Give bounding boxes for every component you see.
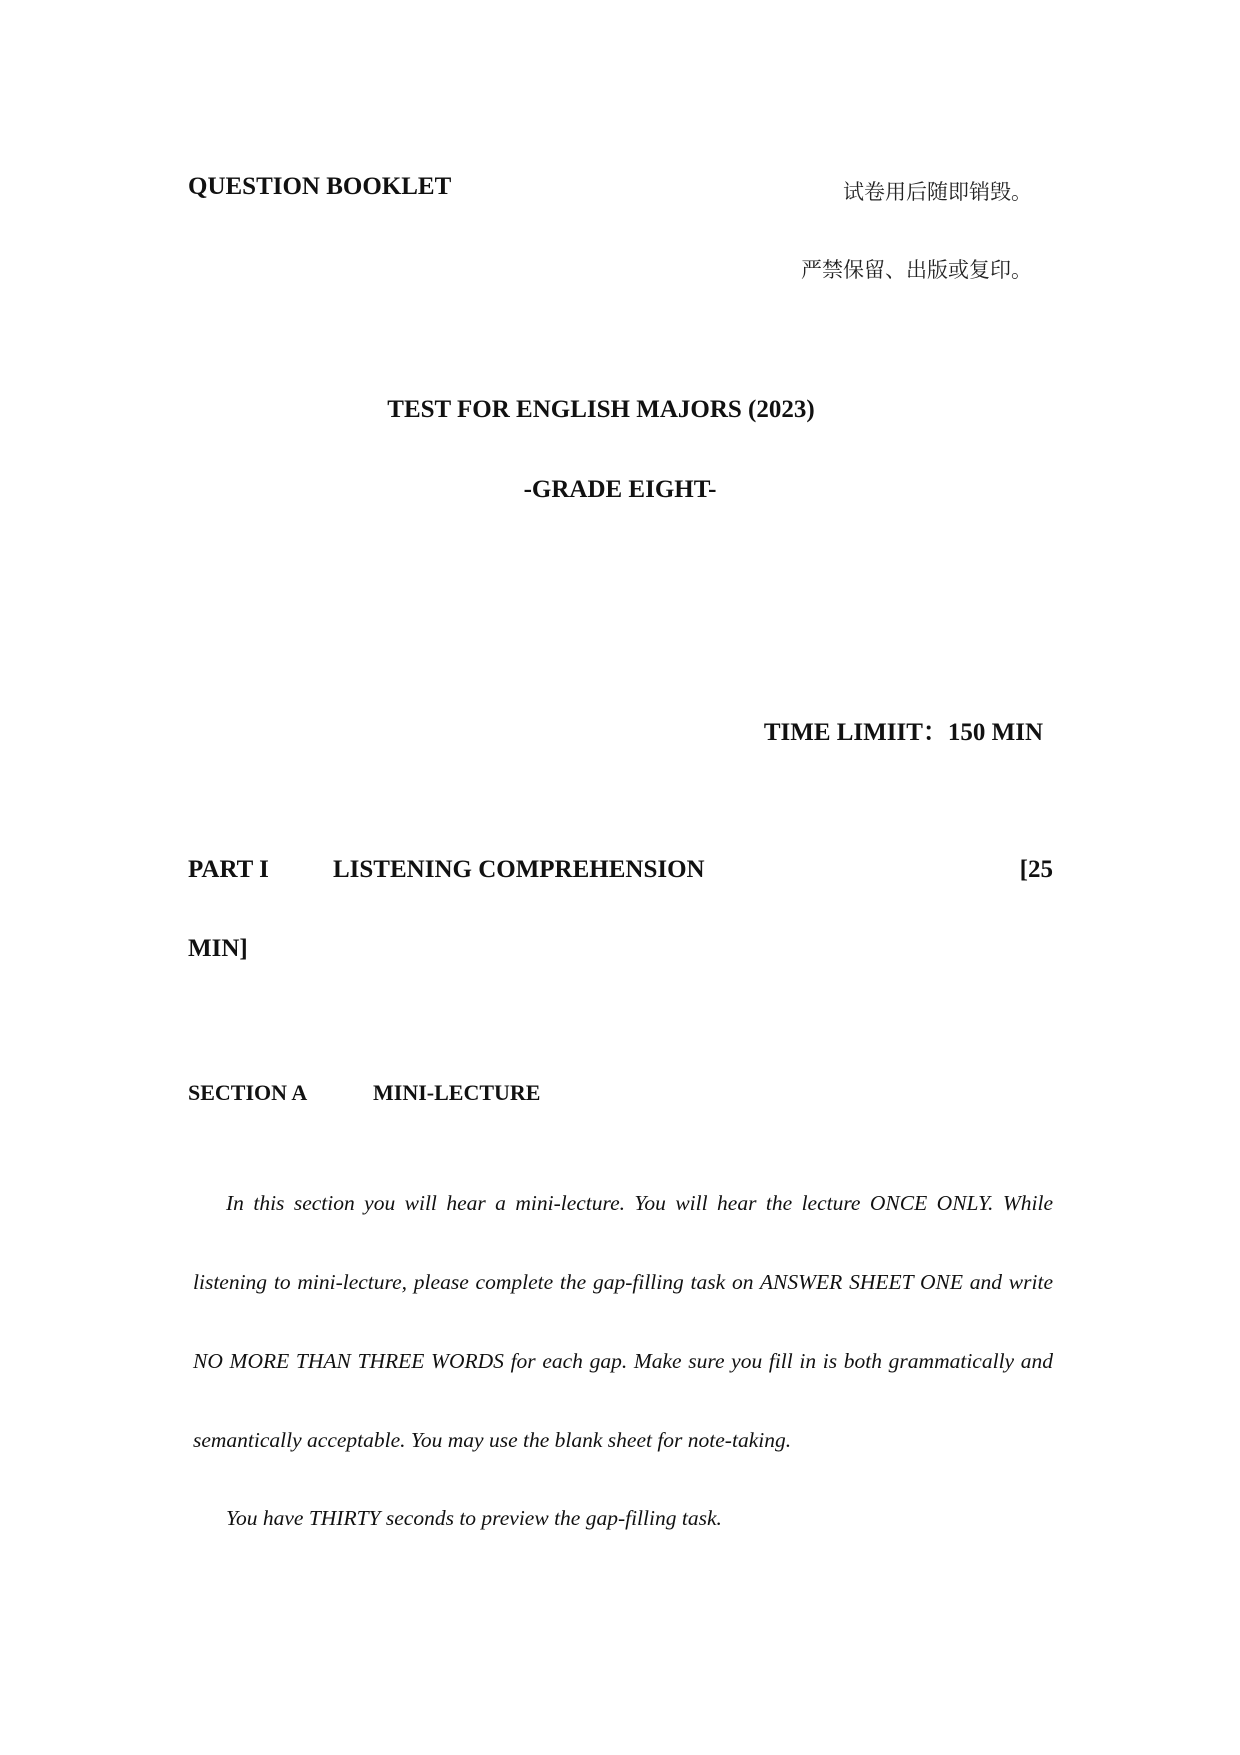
part-time-end: MIN] [188, 935, 248, 962]
copyright-notice: 严禁保留、出版或复印。 [801, 258, 1032, 282]
section-instructions: In this section you will hear a mini-lecture. You will hear the lecture ONCE ONLY. While listening to mini-lecture, please complete the gap-filling task on ANSWER SHEET ONE and write NO MORE THAN THREE WORDS for each gap. Make sure you fill in is both grammatically and semantically acceptable. You may use the blank sheet for note-taking. [193, 1191, 1053, 1452]
section-label: SECTION A [188, 1080, 308, 1105]
test-title [0, 396, 1240, 424]
part-time-start: [25 [1019, 856, 1053, 883]
section-title: MINI-LECTURE [373, 1080, 541, 1105]
part-number: PART I [188, 856, 269, 883]
grade-text: -GRADE EIGHT- [523, 476, 717, 503]
destroy-notice: 试卷用后随即销毁。 [843, 180, 1032, 204]
part-title: LISTENING COMPREHENSION [333, 856, 705, 883]
grade-heading [0, 476, 1240, 504]
time-limit: TIME LIMIIT：150 MIN [763, 719, 1043, 746]
preview-note: You have THIRTY seconds to preview the gap-filling task. [226, 1506, 722, 1530]
test-title-text: TEST FOR ENGLISH MAJORS (2023) [387, 396, 815, 423]
booklet-label: QUESTION BOOKLET [188, 173, 452, 200]
